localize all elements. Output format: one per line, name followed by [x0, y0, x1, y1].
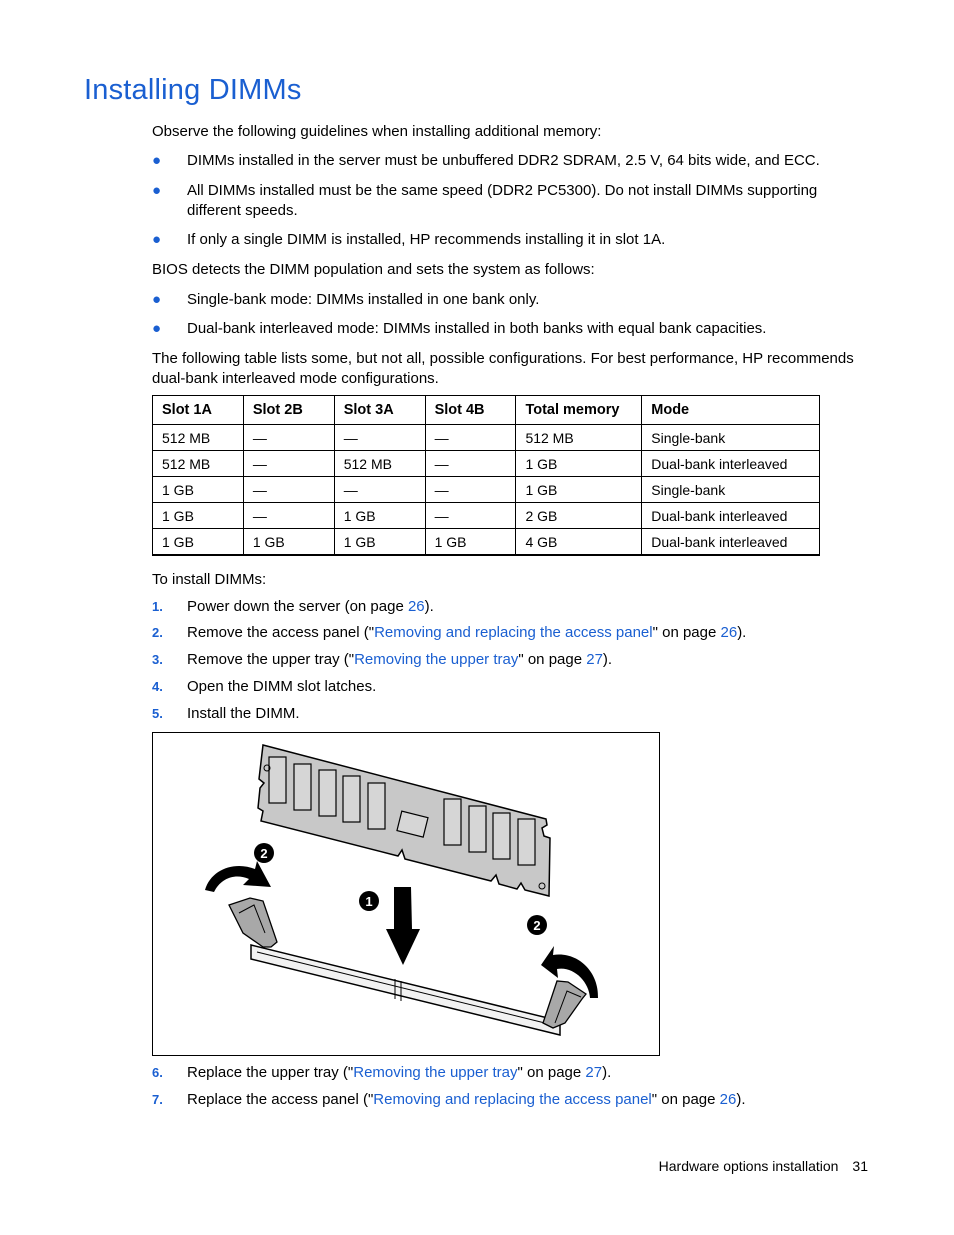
- table-cell: 4 GB: [516, 529, 642, 556]
- page-number: 31: [852, 1158, 868, 1174]
- page-title: Installing DIMMs: [84, 74, 302, 106]
- guideline-text: DIMMs installed in the server must be unbuffered DDR2 SDRAM, 2.5 V, 64 bits wide, and ECC.: [187, 152, 820, 169]
- step-text-part: ).: [602, 1064, 612, 1081]
- dimm-installation-illustration: [152, 732, 660, 1056]
- table-row: [153, 529, 820, 556]
- step-text-part: Power down the server (on page: [187, 598, 408, 615]
- step-number: 7.: [152, 1092, 163, 1107]
- cross-reference-link[interactable]: Removing and replacing the access panel: [373, 1091, 652, 1108]
- table-row: [153, 477, 820, 503]
- column-header-slot-1a: Slot 1A: [153, 396, 244, 425]
- table-cell: 1 GB: [334, 529, 425, 556]
- mode-text: Dual-bank interleaved mode: DIMMs installed in both banks with equal bank capacities.: [187, 320, 767, 337]
- table-cell: 512 MB: [516, 425, 642, 451]
- cross-reference-link[interactable]: Removing and replacing the access panel: [374, 624, 653, 641]
- table-cell: 512 MB: [153, 451, 244, 477]
- step-text-part: ).: [737, 624, 747, 641]
- guideline-item: [152, 181, 852, 221]
- callout-label: 1: [365, 894, 373, 909]
- table-cell: Dual-bank interleaved: [642, 503, 820, 529]
- table-cell: 512 MB: [153, 425, 244, 451]
- table-intro-text: The following table lists some, but not all, possible configurations. For best performance, HP recommends dual-bank interleaved mode configurations.: [152, 350, 854, 387]
- column-header-total-memory: Total memory: [516, 396, 642, 425]
- callout-2-right: [527, 915, 547, 935]
- step-text: Install the DIMM.: [187, 705, 300, 722]
- page-reference-link[interactable]: 26: [720, 624, 738, 641]
- page-footer: [659, 1158, 868, 1174]
- step-number: 3.: [152, 652, 163, 667]
- table-cell: Dual-bank interleaved: [642, 529, 820, 556]
- insert-arrow-icon: [386, 887, 420, 965]
- step-text-part: Remove the upper tray (": [187, 651, 355, 668]
- step-number: 5.: [152, 706, 163, 721]
- mode-item: [152, 319, 852, 339]
- table-row: [153, 425, 820, 451]
- guideline-item: [152, 151, 852, 171]
- table-cell: —: [425, 503, 516, 529]
- column-header-slot-3a: Slot 3A: [334, 396, 425, 425]
- bullet-icon: ●: [152, 182, 162, 199]
- table-cell: Single-bank: [642, 477, 820, 503]
- mode-text: Single-bank mode: DIMMs installed in one bank only.: [187, 291, 540, 308]
- table-cell: 1 GB: [516, 477, 642, 503]
- right-latch-graphic: [543, 981, 586, 1028]
- step-text-part: Replace the access panel (": [187, 1091, 374, 1108]
- page-reference-link[interactable]: 26: [719, 1091, 737, 1108]
- table-cell: —: [425, 477, 516, 503]
- table-cell: 512 MB: [334, 451, 425, 477]
- table-cell: —: [243, 425, 334, 451]
- step-text-part: " on page: [652, 624, 721, 641]
- cross-reference-link[interactable]: Removing the upper tray: [354, 651, 519, 668]
- bullet-icon: ●: [152, 152, 162, 169]
- bullet-icon: ●: [152, 320, 162, 337]
- step-number: 4.: [152, 679, 163, 694]
- table-header-row: [153, 396, 820, 425]
- table-cell: 1 GB: [153, 477, 244, 503]
- bullet-icon: ●: [152, 291, 162, 308]
- table-cell: —: [334, 477, 425, 503]
- table-cell: —: [425, 451, 516, 477]
- bios-intro-text: BIOS detects the DIMM population and sets the system as follows:: [152, 261, 595, 278]
- table-cell: —: [334, 425, 425, 451]
- callout-2-left: [254, 843, 274, 863]
- mode-item: [152, 290, 852, 310]
- rotate-latch-arrow-icon: [205, 861, 271, 892]
- step-text: [187, 1063, 611, 1083]
- step-text-part: Remove the access panel (": [187, 624, 375, 641]
- table-cell: Single-bank: [642, 425, 820, 451]
- dimm-module-graphic: [258, 745, 550, 896]
- table-cell: 1 GB: [516, 451, 642, 477]
- step-text: [187, 623, 746, 643]
- table-cell: —: [243, 477, 334, 503]
- column-header-mode: Mode: [642, 396, 820, 425]
- table-row: [153, 503, 820, 529]
- table-cell: 2 GB: [516, 503, 642, 529]
- callout-label: 2: [260, 846, 268, 861]
- step-text-part: " on page: [518, 651, 587, 668]
- step-text: [187, 1090, 746, 1110]
- column-header-slot-2b: Slot 2B: [243, 396, 334, 425]
- table-cell: —: [243, 503, 334, 529]
- column-header-slot-4b: Slot 4B: [425, 396, 516, 425]
- guideline-text: If only a single DIMM is installed, HP recommends installing it in slot 1A.: [187, 231, 666, 248]
- guideline-text: All DIMMs installed must be the same speed (DDR2 PC5300). Do not install DIMMs supporting different speeds.: [187, 182, 818, 219]
- step-text-part: " on page: [517, 1064, 586, 1081]
- page-reference-link[interactable]: 27: [586, 651, 603, 668]
- table-cell: 1 GB: [153, 529, 244, 556]
- table-cell: —: [243, 451, 334, 477]
- table-cell: Dual-bank interleaved: [642, 451, 820, 477]
- guideline-item: [152, 230, 852, 250]
- callout-label: 2: [533, 918, 541, 933]
- table-row: [153, 451, 820, 477]
- callout-1: [359, 891, 379, 911]
- step-text-part: ).: [424, 598, 434, 615]
- step-text: Open the DIMM slot latches.: [187, 678, 377, 695]
- cross-reference-link[interactable]: Removing the upper tray: [353, 1064, 518, 1081]
- footer-section-title: Hardware options installation: [658, 1158, 839, 1174]
- step-text-part: ).: [736, 1091, 746, 1108]
- step-number: 1.: [152, 599, 163, 614]
- table-cell: 1 GB: [153, 503, 244, 529]
- page-reference-link[interactable]: 26: [407, 598, 425, 615]
- dimm-configuration-table: [152, 395, 820, 556]
- install-intro-text: To install DIMMs:: [152, 571, 267, 588]
- left-latch-graphic: [229, 898, 277, 947]
- table-cell: 1 GB: [243, 529, 334, 556]
- step-text-part: Replace the upper tray (": [187, 1064, 354, 1081]
- step-number: 2.: [152, 625, 163, 640]
- table-cell: 1 GB: [334, 503, 425, 529]
- step-number: 6.: [152, 1065, 163, 1080]
- step-text: [187, 650, 612, 670]
- step-text-part: " on page: [651, 1091, 720, 1108]
- table-cell: 1 GB: [425, 529, 516, 556]
- step-text-part: ).: [602, 651, 613, 668]
- intro-text: Observe the following guidelines when installing additional memory:: [152, 123, 602, 140]
- page-reference-link[interactable]: 27: [585, 1064, 603, 1081]
- step-text: [187, 597, 434, 617]
- table-cell: —: [425, 425, 516, 451]
- bullet-icon: ●: [152, 231, 162, 248]
